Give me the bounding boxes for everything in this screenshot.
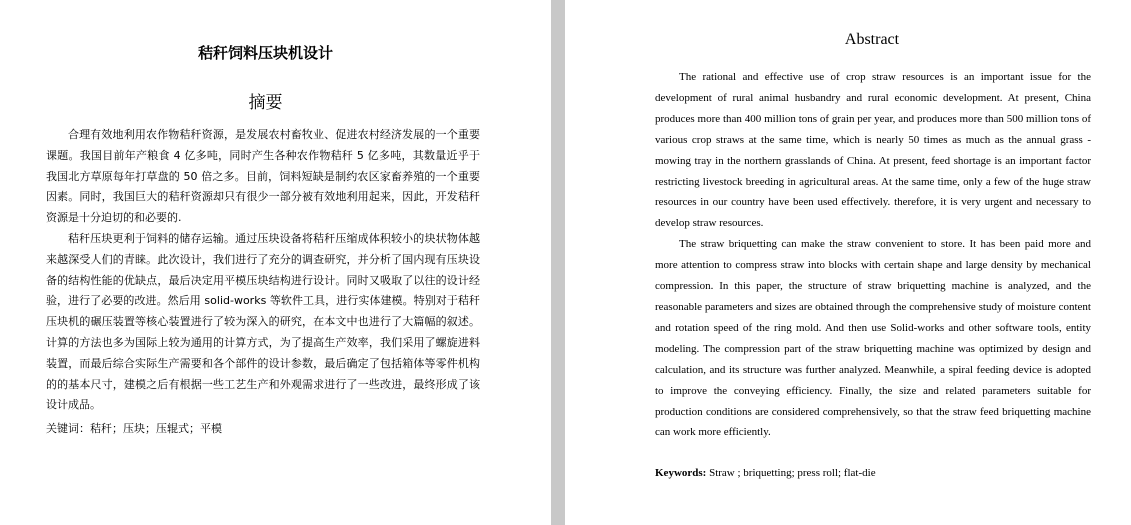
abstract-body-cn bbox=[46, 125, 480, 416]
keywords-value-en: Straw ; briquetting; press roll; flat-die bbox=[709, 467, 876, 479]
english-abstract-page bbox=[565, 0, 1131, 525]
abstract-paragraph-cn-1: 合理有效地利用农作物秸秆资源，是发展农村畜牧业、促进农村经济发展的一个重要课题。我国目前年产粮食 4 亿多吨，同时产生各种农作物秸秆 5 亿多吨，其数量近乎于我国北方草原每年打草盘的 50 倍之多。目前，饲料短缺是制约农区家畜养殖的一个重要因素。同时，我国巨大的秸秆资源却只有很少一部分被有效地利用起来，因此，开发秸秆资源是十分迫切的和必要的. bbox=[46, 128, 480, 225]
keywords-label-en: Keywords: bbox=[655, 467, 707, 479]
abstract-paragraph-cn-2: 秸秆压块更利于饲料的储存运输。通过压块设备将秸秆压缩成体积较小的块状物体越来越深受人们的青睐。此次设计，我们进行了充分的调查研究，并分析了国内现有压块设备的结构性能的优缺点，最后决定用平模压块结构进行设计。同时又吸取了以往的设计经验，进行了必要的改进。然后用 solid-works 等软件工具，进行实体建模。特别对于秸秆压块机的碾压装置等核心装置进行了较为深入的研究，在本文中也进行了大篇幅的叙述。计算的方法也多为国际上较为通用的计算方式，为了提高生产效率，我们采用了螺旋进料装置，而最后综合实际生产需要和各个部件的设计参数，最后确定了包括箱体等零件机构的的基本尺寸，建模之后有根据一些工艺生产和外观需求进行了一些改进，最终形成了该设计成品。 bbox=[46, 231, 480, 412]
keywords-cn: 关键词：秸秆；压块；压辊式；平模 bbox=[46, 422, 222, 435]
keywords-en bbox=[655, 467, 876, 479]
chinese-abstract-page bbox=[0, 0, 551, 525]
abstract-heading-en: Abstract bbox=[844, 31, 900, 48]
page-gutter bbox=[551, 0, 565, 525]
abstract-paragraph-en-1: The rational and effective use of crop straw resources is an important issue for the development of rural animal husbandry and rural economic development. At present, China produces more than 400 million tons of grain per year, and produces more than 500 million tons of various crop straws at the same time, which is nearly 50 times as much as the annual grass - mowing tray in the northern grasslands of China. At present, feed shortage is an important factor restricting livestock breeding in agricultural areas. At the same time, only a few of the huge straw resources in our country have been used effectively. therefore, it is very urgent and necessary to develop straw resources. bbox=[655, 71, 1091, 230]
abstract-body-en bbox=[655, 67, 1091, 443]
abstract-heading-cn: 摘要 bbox=[248, 93, 283, 113]
document-title: 秸秆饲料压块机设计 bbox=[197, 44, 333, 62]
abstract-paragraph-en-2: The straw briquetting can make the straw convenient to store. It has been paid more and more attention to compress straw into blocks with certain shape and large density by mechanical compression. In this paper, the structure of straw briquetting machine is analyzed, and the reasonable parameters and sizes are obtained through the comprehensive study of moisture content and rotation speed of the ring mold. And then use Solid-works and other software tools, entity modeling. The compression part of the straw briquetting machine was optimized by design and calculation, and its structure was further analyzed. Meanwhile, a spiral feeding device is adopted to improve the conveying efficiency. Finally, the size and related parameters suitable for production conditions are considered comprehensively, so that the straw feed briquetting machine can work more efficiently. bbox=[655, 238, 1091, 439]
